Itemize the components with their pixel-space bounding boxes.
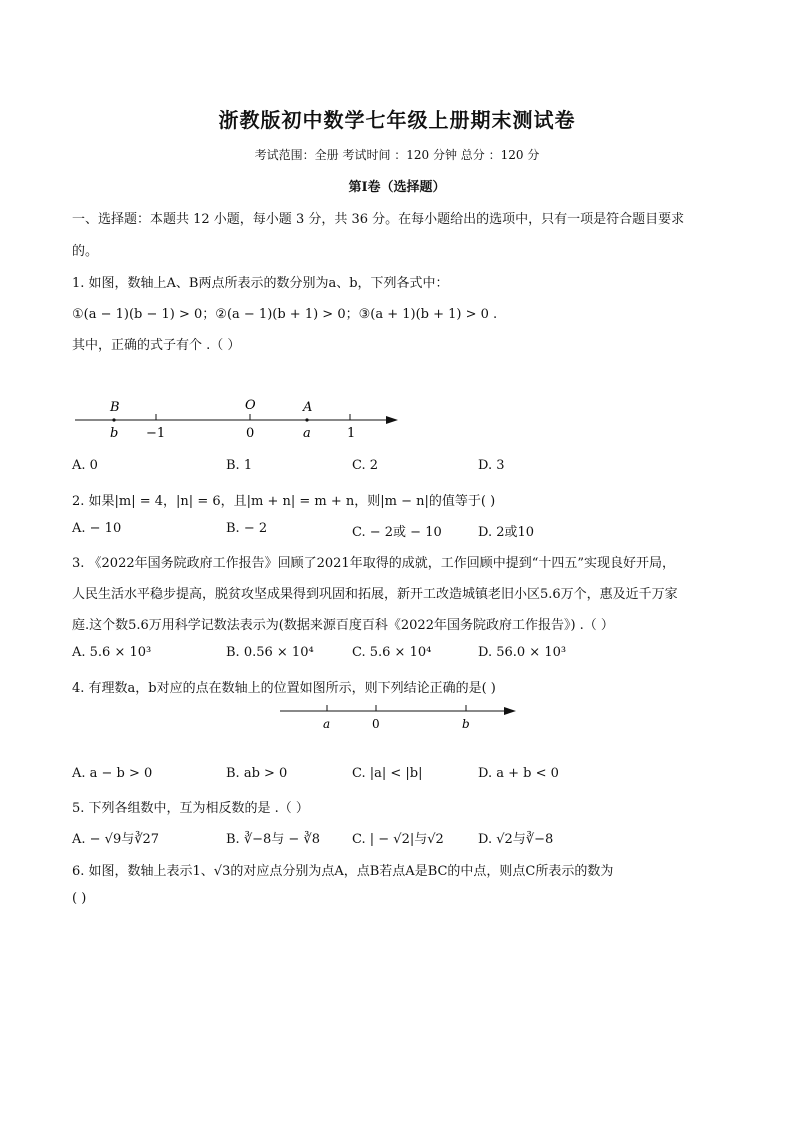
q2-option-c[interactable]: C. − 2或 − 10 <box>352 525 442 540</box>
q4-option-a[interactable]: A. a − b > 0 <box>72 766 153 781</box>
q1-number-line <box>70 392 410 444</box>
q5-option-c[interactable]: C. | − √2|与√2 <box>352 832 444 847</box>
q3-stem-2: 人民生活水平稳步提高，脱贫攻坚成果得到巩固和拓展，新开工改造城镇老旧小区5.6万个，惠及近千万家 <box>72 587 678 602</box>
page-title: 浙教版初中数学七年级上册期末测试卷 <box>218 108 576 132</box>
q3-option-b[interactable]: B. 0.56 × 10⁴ <box>226 645 314 660</box>
q5-option-d[interactable]: D. √2与∛−8 <box>478 832 554 847</box>
instructions-line-1: 一、选择题：本题共 12 小题，每小题 3 分，共 36 分。在每小题给出的选项中，只有一项是符合题目要求 <box>72 212 685 227</box>
label-b: b <box>462 717 470 731</box>
label-neg1: −1 <box>146 426 166 441</box>
q1-option-d[interactable]: D. 3 <box>478 458 505 473</box>
q2-option-b[interactable]: B. − 2 <box>226 521 268 536</box>
q4-option-c[interactable]: C. |a| < |b| <box>352 766 423 781</box>
q3-stem-1: 3. 《2022年国务院政府工作报告》回顾了2021年取得的成就，工作回顾中提到“十四五”实现良好开局， <box>72 556 675 571</box>
label-A: A <box>303 400 313 415</box>
section-heading: 第Ⅰ卷（选择题） <box>348 180 446 195</box>
q3-option-d[interactable]: D. 56.0 × 10³ <box>478 645 567 660</box>
q1-stem-3: 其中，正确的式子有个 .（ ） <box>72 338 241 353</box>
q3-stem-3: 庭.这个数5.6万用科学记数法表示为(数据来源百度百科《2022年国务院政府工作报告》) .（ ） <box>72 618 614 633</box>
q4-number-line <box>276 700 526 736</box>
q1-option-b[interactable]: B. 1 <box>226 458 253 473</box>
q3-option-c[interactable]: C. 5.6 × 10⁴ <box>352 645 432 660</box>
point-a <box>305 418 308 421</box>
q3-option-a[interactable]: A. 5.6 × 10³ <box>72 645 152 660</box>
label-b: b <box>110 426 119 441</box>
exam-info: 考试范围：全册 考试时间 ：120 分钟 总分 ：120 分 <box>254 148 540 162</box>
label-B: B <box>110 400 120 415</box>
q4-option-b[interactable]: B. ab > 0 <box>226 766 288 781</box>
q4-stem: 4. 有理数a，b对应的点在数轴上的位置如图所示，则下列结论正确的是( ) <box>72 681 496 696</box>
label-O: O <box>245 398 256 413</box>
label-a: a <box>323 717 331 731</box>
label-a: a <box>303 426 311 441</box>
instructions-line-2: 的。 <box>72 244 99 259</box>
q1-stem-1: 1. 如图，数轴上A、B两点所表示的数分别为a、b，下列各式中： <box>72 276 449 291</box>
q2-option-a[interactable]: A. − 10 <box>72 521 122 536</box>
label-0: 0 <box>372 717 380 731</box>
q6-stem-1: 6. 如图，数轴上表示1、√3的对应点分别为点A，点B若点A是BC的中点，则点C所表示的数为 <box>72 864 614 879</box>
q6-stem-2: ( ) <box>72 891 87 906</box>
q4-option-d[interactable]: D. a + b < 0 <box>478 766 559 781</box>
label-1: 1 <box>347 426 356 441</box>
q1-option-a[interactable]: A. 0 <box>72 458 98 473</box>
q1-stem-2: ①(a − 1)(b − 1) > 0；②(a − 1)(b + 1) > 0；③(a + 1)(b + 1) > 0 . <box>72 307 498 322</box>
label-0: 0 <box>246 426 255 441</box>
q5-stem: 5. 下列各组数中，互为相反数的是 .（ ） <box>72 801 309 816</box>
q1-option-c[interactable]: C. 2 <box>352 458 379 473</box>
point-b <box>112 418 115 421</box>
q5-option-b[interactable]: B. ∛−8与 − ∛8 <box>226 832 320 847</box>
q2-option-d[interactable]: D. 2或10 <box>478 525 535 540</box>
q2-stem: 2. 如果|m| = 4，|n| = 6，且|m + n| = m + n，则|m − n|的值等于( ) <box>72 494 496 509</box>
q5-option-a[interactable]: A. − √9与∛27 <box>72 832 160 847</box>
